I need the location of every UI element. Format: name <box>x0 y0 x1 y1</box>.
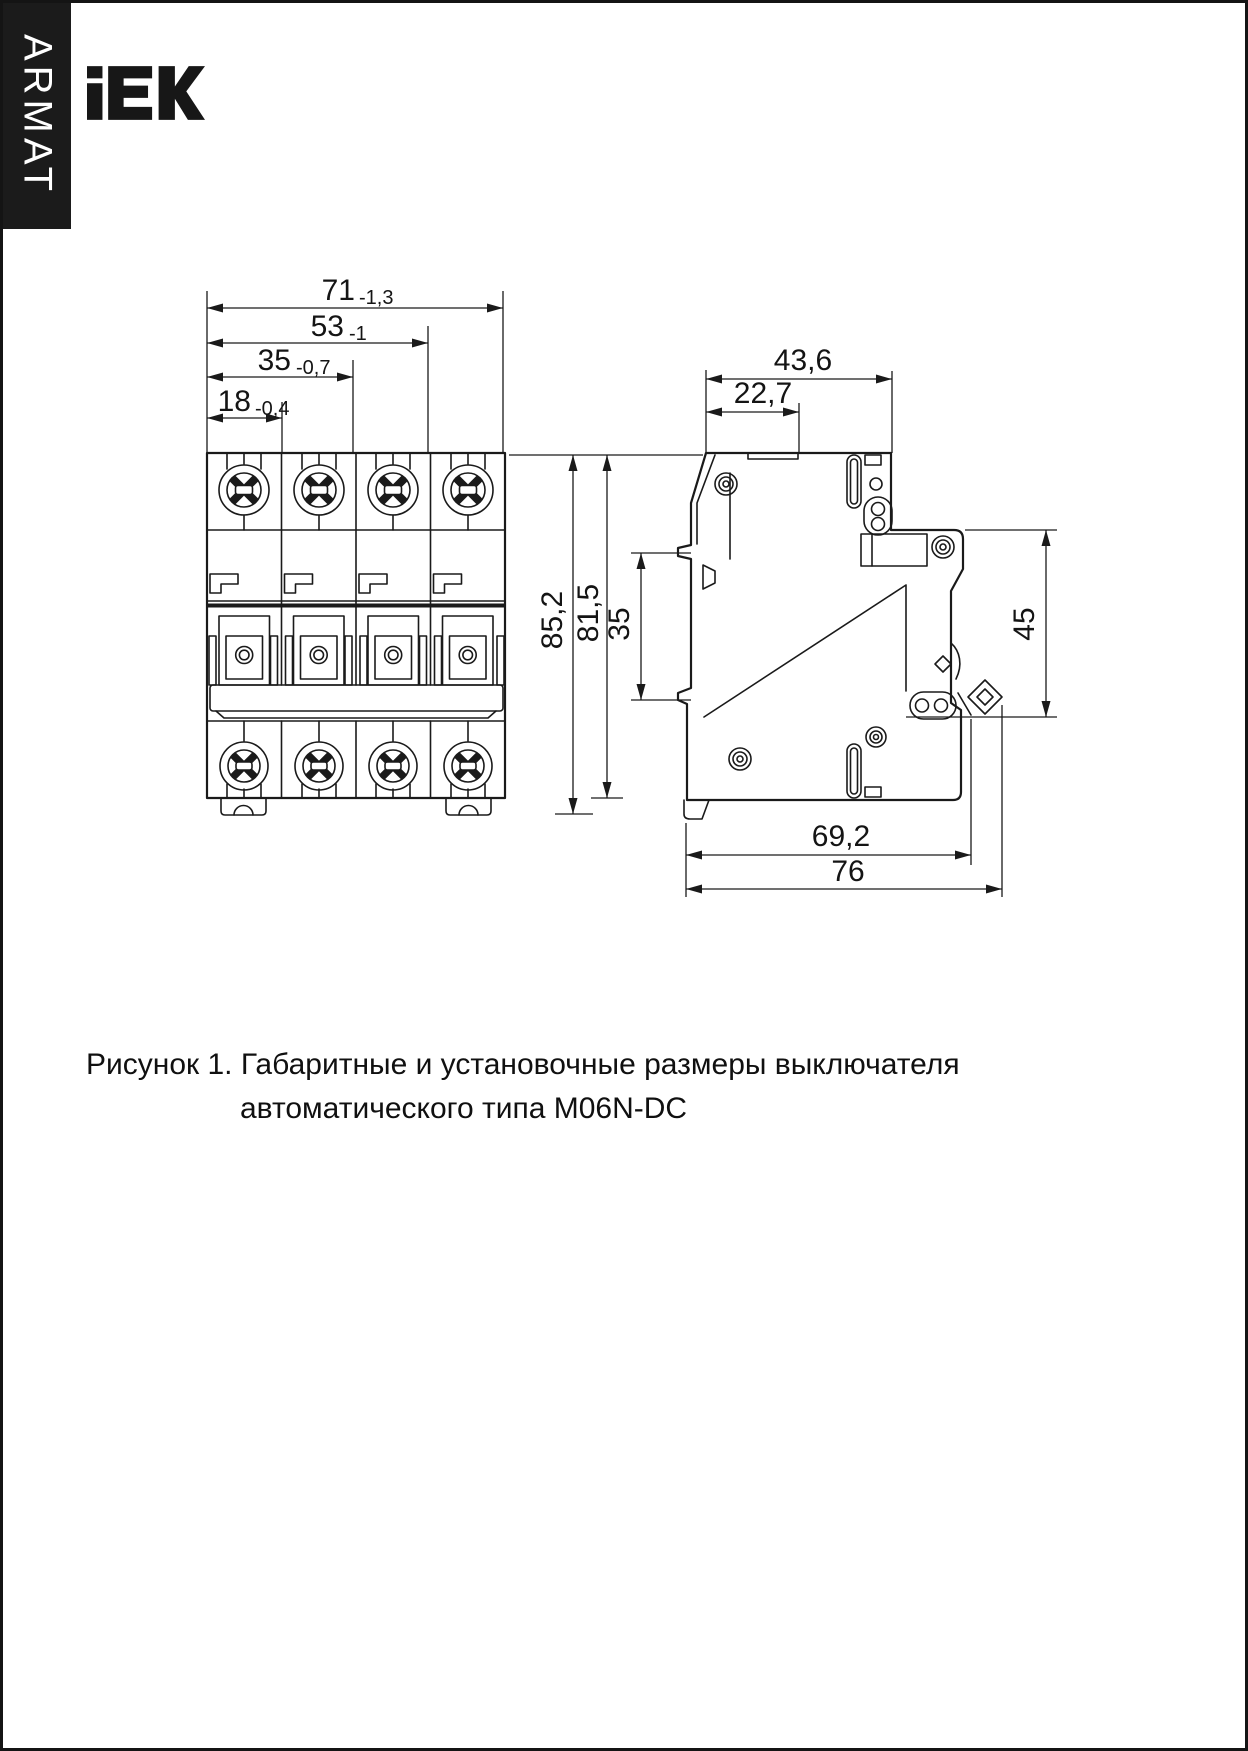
figure-caption-line2: автоматического типа M06N-DC <box>240 1092 688 1125</box>
dim-width-71-tol: -1,3 <box>359 287 394 309</box>
figure-caption <box>86 1043 986 1131</box>
dim-side-top-front: 22,7 <box>733 377 793 410</box>
dim-bottom-total: 76 <box>831 855 865 888</box>
side-view <box>678 453 1002 819</box>
front-view <box>207 453 505 815</box>
dim-width-53: 53 <box>310 310 344 343</box>
dim-width-18: 18 <box>217 385 251 418</box>
dim-width-35: 35 <box>257 344 291 377</box>
dim-width-18-tol: -0,4 <box>255 398 290 420</box>
dim-width-71: 71 <box>321 274 355 307</box>
dimension-labels <box>218 274 1041 888</box>
dim-height-body: 81,5 <box>572 583 605 643</box>
dim-recess-height: 35 <box>603 607 636 641</box>
figure-caption-line1: Рисунок 1. Габаритные и установочные размеры выключателя <box>86 1048 960 1081</box>
dim-height-overall: 85,2 <box>536 590 569 650</box>
dim-width-35-tol: -0,7 <box>296 357 331 379</box>
technical-drawing <box>3 3 1248 1751</box>
dim-width-53-tol: -1 <box>349 323 367 345</box>
dim-bottom-front: 69,2 <box>811 820 871 853</box>
dimension-lines <box>207 291 1057 897</box>
dim-din-height: 45 <box>1008 607 1041 641</box>
armat-banner-text: ARMAT <box>15 33 60 196</box>
dim-side-top-total: 43,6 <box>773 344 833 377</box>
toggle-handle-bar <box>210 685 503 711</box>
